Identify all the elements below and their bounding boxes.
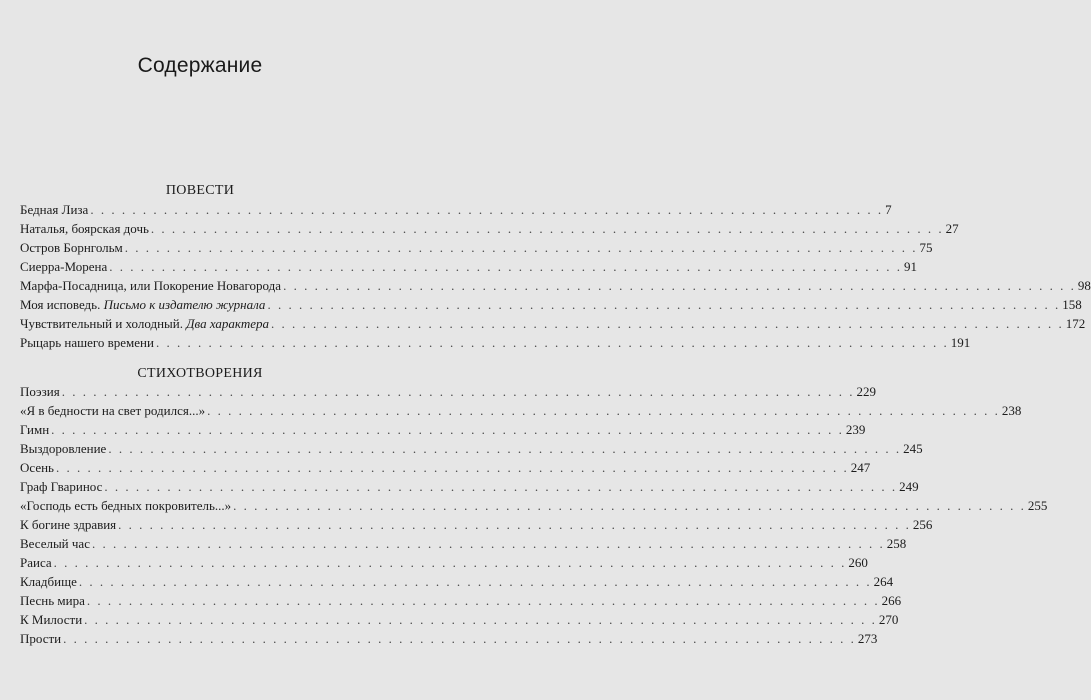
dot-leader [51, 420, 844, 439]
toc-entry-title-text: Осень [20, 460, 54, 475]
toc-entry-title [20, 553, 52, 572]
dot-leader [56, 458, 849, 477]
toc-entry-page-number: 249 [899, 479, 919, 494]
toc-entry-title-text: Бедная Лиза [20, 202, 89, 217]
toc-entry-title [20, 276, 281, 295]
toc-entry-title [20, 333, 154, 352]
toc-entry-page-number: 258 [886, 536, 907, 551]
toc-entry-title [20, 420, 49, 439]
dot-leader [87, 591, 880, 610]
toc-entry [20, 477, 919, 496]
toc-entry-title [20, 295, 265, 314]
toc-entry [20, 314, 1086, 333]
toc-entry [20, 515, 933, 534]
toc-entry-page-number: 255 [1027, 498, 1048, 513]
dot-leader [109, 257, 902, 276]
toc-entry-page-number: 247 [850, 460, 871, 475]
toc-entry [20, 295, 1082, 314]
toc-entry-title-text: Поэзия [20, 384, 60, 399]
toc-entry [20, 591, 902, 610]
toc-entry-page-number: 158 [1062, 297, 1082, 312]
section-heading-povesti: ПОВЕСТИ [165, 183, 235, 198]
toc-entry [20, 257, 917, 276]
toc-entry [20, 439, 923, 458]
toc-entry-subtitle: Письмо к издателю журнала [103, 297, 266, 312]
toc-entry-page-number: 266 [881, 593, 902, 608]
toc-entry-title [20, 572, 77, 591]
dot-leader [84, 610, 877, 629]
toc-entry-title-text: Песнь мира [20, 593, 85, 608]
toc-entry-title-text: Веселый час [20, 536, 90, 551]
toc-entry-title-text: Чувствительный и холодный. [20, 316, 187, 331]
toc-entry-page-number: 273 [857, 631, 878, 646]
toc-entry-title [20, 534, 90, 553]
toc-entry [20, 572, 894, 591]
toc-entry-subtitle: Два характера [186, 316, 269, 331]
dot-leader [151, 219, 944, 238]
toc-entry-title-text: Кладбище [20, 574, 77, 589]
toc-entry-title [20, 477, 102, 496]
toc-entry-title-text: К Милости [20, 612, 83, 627]
toc-entry-title-text: Марфа-Посадница, или Покорение Новагорода [20, 278, 282, 293]
toc-list-stikhotvoreniya [20, 382, 1048, 648]
toc-entry [20, 333, 971, 352]
dot-leader [63, 629, 856, 648]
toc-entry-page-number: 260 [848, 555, 868, 570]
toc-entry-page-number: 172 [1065, 316, 1086, 331]
dot-leader [125, 238, 918, 257]
section-heading-stikhotvoreniya: СТИХОТВОРЕНИЯ [137, 366, 263, 381]
toc-entry-title [20, 257, 107, 276]
toc-entry-title-text: Сиерра-Морена [20, 259, 108, 274]
toc-entry-title [20, 439, 106, 458]
dot-leader [54, 553, 847, 572]
toc-entry [20, 420, 866, 439]
toc-entry-title [20, 401, 205, 420]
toc-entry-title-text: Моя исповедь. [20, 297, 104, 312]
toc-entry-title-text: Гимн [20, 422, 50, 437]
dot-leader [92, 534, 885, 553]
toc-entry-title [20, 200, 88, 219]
dot-leader [271, 314, 1064, 333]
dot-leader [104, 477, 897, 496]
toc-entry-title-text: Наталья, боярская дочь [20, 221, 149, 236]
toc-entry [20, 200, 892, 219]
toc-entry-title [20, 496, 231, 515]
dot-leader [62, 382, 855, 401]
dot-leader [233, 496, 1026, 515]
toc-entry-page-number: 238 [1001, 403, 1022, 418]
toc-entry-title-text: «Я в бедности на свет родился...» [20, 403, 206, 418]
toc-entry [20, 496, 1048, 515]
toc-entry-page-number: 256 [912, 517, 933, 532]
toc-entry [20, 553, 868, 572]
toc-entry-page-number: 27 [945, 221, 959, 236]
toc-entry [20, 238, 933, 257]
dot-leader [156, 333, 949, 352]
dot-leader [118, 515, 911, 534]
toc-entry [20, 458, 871, 477]
toc-entry-title [20, 515, 116, 534]
toc-entry-title [20, 314, 269, 333]
toc-entry-title [20, 382, 60, 401]
toc-entry-title-text: «Господь есть бедных покровитель...» [20, 498, 232, 513]
toc-entry [20, 610, 899, 629]
toc-entry-page-number: 75 [919, 240, 933, 255]
toc-entry-title-text: Граф Гваринос [20, 479, 103, 494]
toc-entry [20, 219, 959, 238]
dot-leader [108, 439, 901, 458]
toc-entry [20, 534, 907, 553]
dot-leader [90, 200, 883, 219]
toc-entry-page-number: 91 [903, 259, 917, 274]
toc-list-povesti [20, 200, 1091, 352]
toc-entry-title [20, 238, 123, 257]
toc-entry-title-text: Остров Борнгольм [20, 240, 123, 255]
toc-entry-page-number: 7 [885, 202, 892, 217]
dot-leader [267, 295, 1060, 314]
toc-entry-title [20, 219, 149, 238]
dot-leader [79, 572, 872, 591]
toc-entry-page-number: 229 [856, 384, 876, 399]
toc-entry [20, 382, 876, 401]
toc-entry [20, 629, 878, 648]
toc-entry-title-text: Рыцарь нашего времени [20, 335, 154, 350]
toc-entry-title [20, 458, 54, 477]
toc-entry-title [20, 591, 85, 610]
dot-leader [283, 276, 1076, 295]
toc-entry-page-number: 239 [845, 422, 866, 437]
toc-entry [20, 401, 1022, 420]
toc-entry-title-text: К богине здравия [20, 517, 117, 532]
toc-entry-title [20, 610, 82, 629]
toc-entry-page-number: 245 [903, 441, 923, 456]
toc-entry-page-number: 270 [878, 612, 899, 627]
toc-entry-page-number: 264 [873, 574, 894, 589]
dot-leader [207, 401, 1000, 420]
toc-entry-page-number: 191 [950, 335, 971, 350]
page-title: Содержание [137, 54, 263, 77]
toc-entry-title-text: Выздоровление [20, 441, 107, 456]
toc-entry [20, 276, 1091, 295]
toc-entry-page-number: 98 [1077, 278, 1091, 293]
toc-entry-title-text: Прости [20, 631, 62, 646]
toc-entry-title-text: Раиса [20, 555, 52, 570]
toc-entry-title [20, 629, 61, 648]
